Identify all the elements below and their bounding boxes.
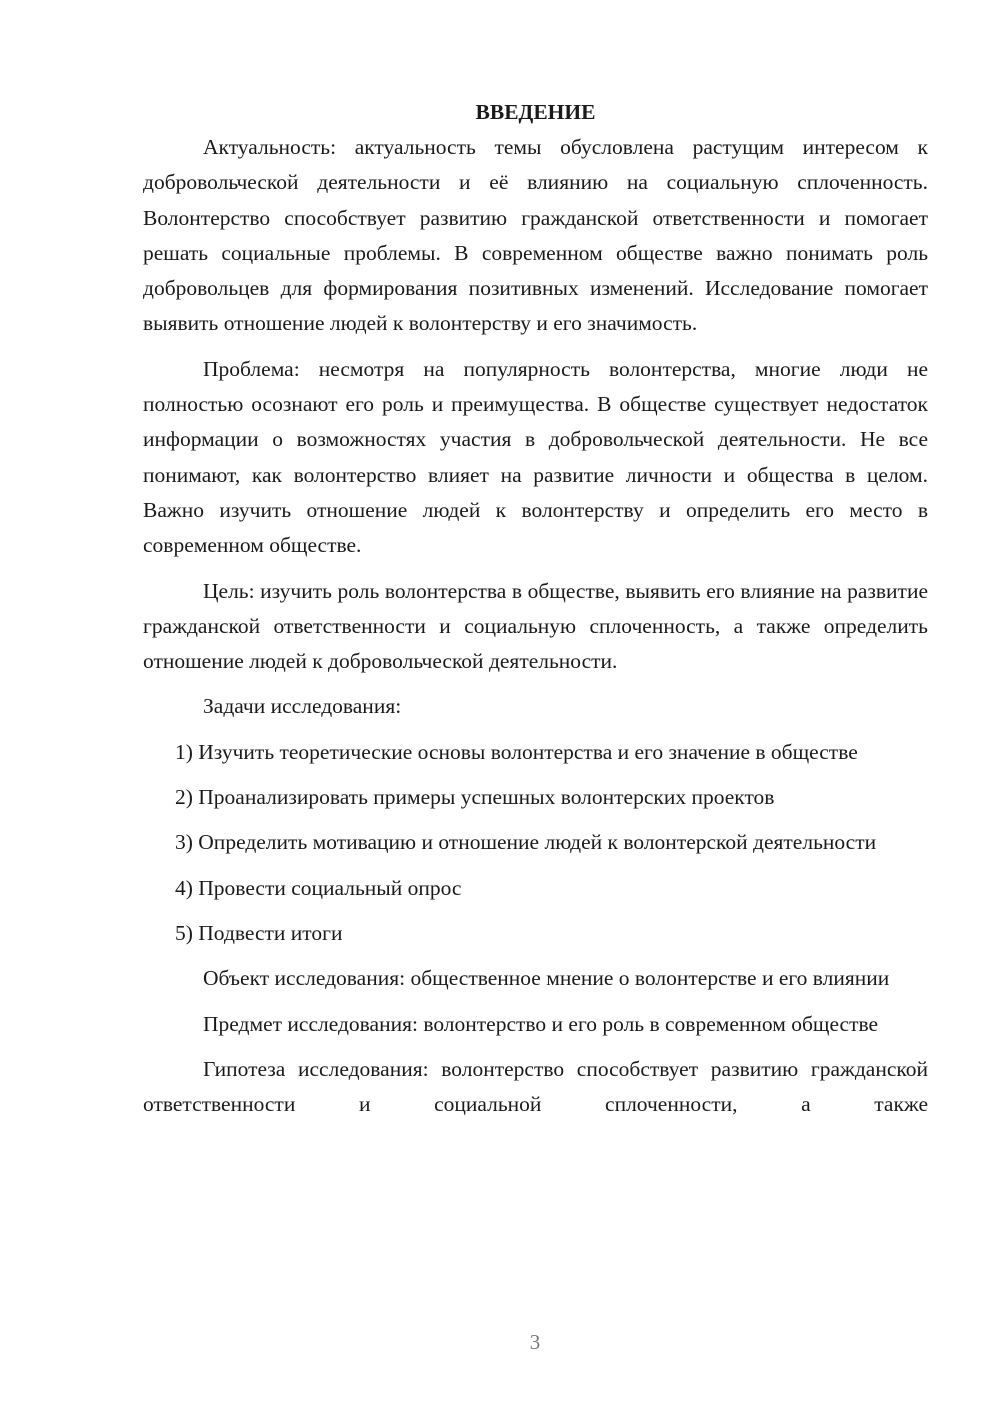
paragraph-hypothesis: Гипотеза исследования: волонтерство способствует развитию гражданской ответственности и социальной сплоченности, а также	[143, 1056, 928, 1117]
page-number: 3	[529, 1330, 541, 1354]
paragraph-subject: Предмет исследования: волонтерство и его роль в современном обществе	[203, 1011, 879, 1036]
paragraph-problem: Проблема: несмотря на популярность волонтерства, многие люди не полностью осознают его роль и преимущества. В обществе существует недостаток информации о возможностях участия в добровольческой деятельности. Не все понимают, как волонтерство влияет на развитие личности и общества в целом. Важно изучить отношение людей к волонтерству и определить его место в современном обществе.	[143, 356, 928, 558]
document-heading: ВВЕДЕНИЕ	[475, 100, 596, 124]
task-item-5: 5) Подвести итоги	[175, 920, 343, 945]
document-page	[143, 95, 928, 1132]
task-item-2: 2) Проанализировать примеры успешных волонтерских проектов	[175, 785, 775, 810]
paragraph-relevance: Актуальность: актуальность темы обусловлена растущим интересом к добровольческой деятельности и её влиянию на социальную сплоченность. Волонтерство способствует развитию гражданской ответственности и помогает решать социальные проблемы. В современном обществе важно понимать роль добровольцев для формирования позитивных изменений. Исследование помогает выявить отношение людей к волонтерству и его значимость.	[143, 135, 928, 336]
paragraph-object: Объект исследования: общественное мнение о волонтерстве и его влиянии	[203, 966, 890, 991]
tasks-heading: Задачи исследования:	[203, 694, 402, 719]
task-item-3: 3) Определить мотивацию и отношение людей к волонтерской деятельности	[175, 830, 877, 855]
task-item-1: 1) Изучить теоретические основы волонтерства и его значение в обществе	[175, 739, 858, 764]
task-item-4: 4) Провести социальный опрос	[175, 875, 462, 900]
paragraph-goal: Цель: изучить роль волонтерства в обществе, выявить его влияние на развитие гражданской ответственности и социальную сплоченность, а также определить отношение людей к добровольческой деятельности.	[143, 578, 928, 674]
